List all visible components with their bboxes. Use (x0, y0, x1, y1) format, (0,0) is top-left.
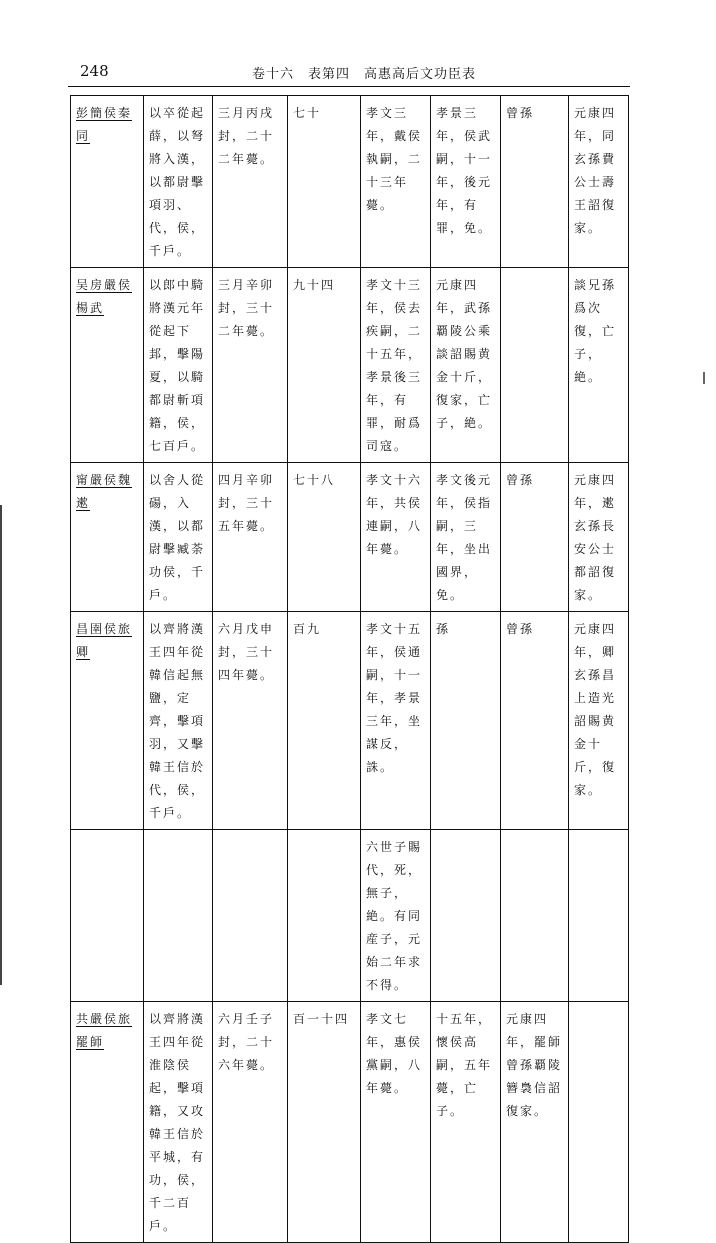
table-row (71, 463, 629, 612)
great-great-grandson-cell (569, 830, 629, 1002)
origin-cell (144, 830, 213, 1002)
grandson-cell (431, 830, 501, 1002)
great-grandson-cell (501, 830, 569, 1002)
great-grandson-cell: 曾孫 (501, 612, 569, 830)
great-great-grandson-cell: 元康四年，遬玄孫長安公士都詔復家。 (569, 463, 629, 612)
marquis-name-cell: 昌圉侯旅卿 (71, 612, 144, 830)
great-grandson-cell: 曾孫 (501, 96, 569, 268)
origin-cell: 以齊將漢王四年從淮陰侯起，擊項籍，又攻韓王信於平城，有功，侯，千二百戶。 (144, 1002, 213, 1243)
son-cell: 六世子賜代，死，無子，絶。有同産子，元始二年求不得。 (361, 830, 431, 1002)
enfeoffment-cell: 六月壬子封，二十六年薨。 (213, 1002, 288, 1243)
rank-cell: 七十 (288, 96, 361, 268)
rank-cell: 百九 (288, 612, 361, 830)
table-row (71, 830, 629, 1002)
origin-cell: 以齊將漢王四年從韓信起無鹽，定齊，擊項羽，又擊韓王信於代，侯，千戶。 (144, 612, 213, 830)
marquis-name-cell: 吴房嚴侯楊武 (71, 268, 144, 463)
son-cell: 孝文七年，惠侯黨嗣，八年薨。 (361, 1002, 431, 1243)
table-row (71, 1002, 629, 1243)
enfeoffment-cell: 三月辛卯封，三十二年薨。 (213, 268, 288, 463)
son-cell: 孝文十六年，共侯連嗣，八年薨。 (361, 463, 431, 612)
grandson-cell: 十五年，懷侯高嗣，五年薨，亡子。 (431, 1002, 501, 1243)
scan-edge-mark (703, 372, 705, 384)
enfeoffment-cell: 三月丙戌封，二十二年薨。 (213, 96, 288, 268)
son-cell: 孝文三年，戴侯執嗣，二十三年薨。 (361, 96, 431, 268)
enfeoffment-cell: 四月辛卯封，三十五年薨。 (213, 463, 288, 612)
marquis-name-cell: 共嚴侯旅罷師 (71, 1002, 144, 1243)
rank-cell (288, 830, 361, 1002)
table-row (71, 268, 629, 463)
rank-cell: 九十四 (288, 268, 361, 463)
great-grandson-cell: 曾孫 (501, 463, 569, 612)
table-row (71, 96, 629, 268)
scan-binding-shadow (0, 505, 2, 985)
marquis-name-cell (71, 830, 144, 1002)
grandson-cell: 孝文後元年，侯指嗣，三年，坐出國界，免。 (431, 463, 501, 612)
son-cell: 孝文十三年，侯去疾嗣，二十五年，孝景後三年，有罪，耐爲司寇。 (361, 268, 431, 463)
great-grandson-cell (501, 268, 569, 463)
page-number: 248 (80, 62, 109, 80)
great-grandson-cell: 元康四年，罷師曾孫覇陵簪裊信詔復家。 (501, 1002, 569, 1243)
great-great-grandson-cell (569, 1002, 629, 1243)
son-cell: 孝文十五年，侯通嗣，十一年，孝景三年，坐謀反，誅。 (361, 612, 431, 830)
grandson-cell: 孫 (431, 612, 501, 830)
rank-cell: 七十八 (288, 463, 361, 612)
enfeoffment-cell: 六月戊申封，三十四年薨。 (213, 612, 288, 830)
marquis-name-cell: 甯嚴侯魏遬 (71, 463, 144, 612)
running-title: 卷十六 表第四 高惠高后文功臣表 (252, 67, 477, 82)
origin-cell: 以卒從起薛，以弩將入漢，以都尉擊項羽、代，侯，千戶。 (144, 96, 213, 268)
grandson-cell: 元康四年，武孫覇陵公乘談詔賜黄金十斤，復家，亡子，絶。 (431, 268, 501, 463)
great-great-grandson-cell: 元康四年，卿玄孫昌上造光詔賜黄金十斤，復家。 (569, 612, 629, 830)
enfeoffment-cell (213, 830, 288, 1002)
origin-cell: 以郎中騎將漢元年從起下邽，擊陽夏，以騎都尉斬項籍，侯，七百戶。 (144, 268, 213, 463)
grandson-cell: 孝景三年，侯武嗣，十一年，後元年，有罪，免。 (431, 96, 501, 268)
marquis-name-cell: 彭簡侯秦同 (71, 96, 144, 268)
table-row (71, 612, 629, 830)
page-header (0, 62, 716, 86)
header-rule (68, 86, 630, 87)
rank-cell: 百一十四 (288, 1002, 361, 1243)
origin-cell: 以舍人從碭，入漢，以都尉擊臧荼功侯，千戶。 (144, 463, 213, 612)
great-great-grandson-cell: 元康四年，同玄孫費公士壽王詔復家。 (569, 96, 629, 268)
great-great-grandson-cell: 談兄孫爲次復，亡子，絶。 (569, 268, 629, 463)
meritorious-officials-table (70, 95, 629, 1243)
